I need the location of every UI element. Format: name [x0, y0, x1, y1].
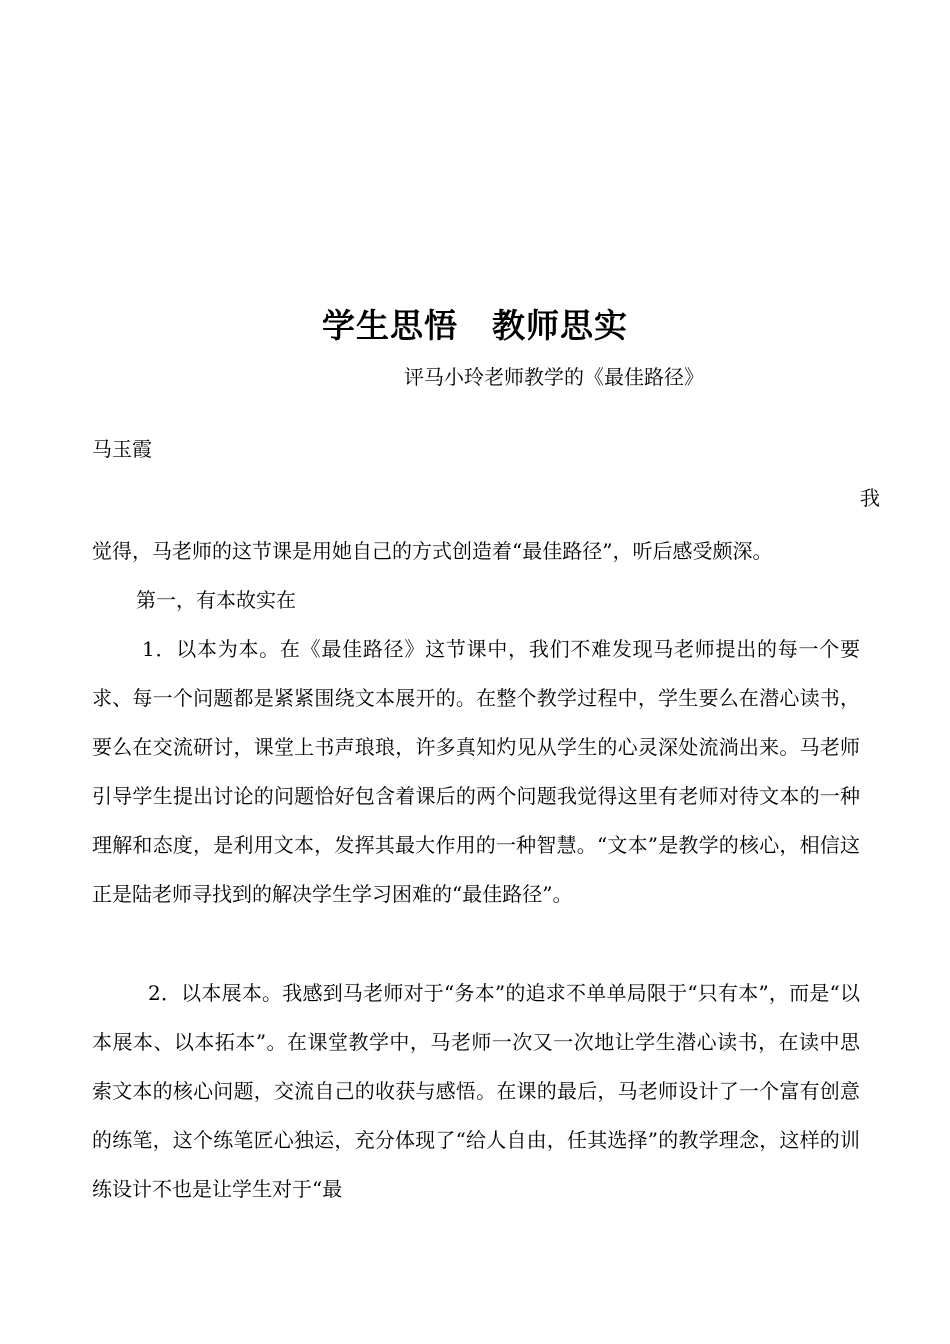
paragraph-1-text: 1．以本为本。在《最佳路径》这节课中，我们不难发现马老师提出的每一个要求、每一个问题都是紧紧围绕文本展开的。在整个教学过程中，学生要么在潜心读书，要么在交流研讨，课堂上书声琅琅，许多真知灼见从学生的心灵深处流淌出来。马老师引导学生提出讨论的问题恰好包含着课后的两个问题我觉得这里有老师对待文本的一种理解和态度，是利用文本，发挥其最大作用的一种智慧。“文本”是教学的核心，相信这正是陆老师寻找到的解决学生学习困难的“最佳路径”。 — [92, 637, 860, 906]
section-1-heading: 第一，有本故实在 — [136, 588, 296, 612]
paragraph-1 — [92, 625, 860, 919]
title-part-1: 学生思悟 — [322, 306, 458, 345]
document-subtitle: 评马小玲老师教学的《最佳路径》 — [404, 365, 704, 389]
paragraph-2-text: 2．以本展本。我感到马老师对于“务本”的追求不单单局限于“只有本”，而是“以本展本、以本拓本”。在课堂教学中，马老师一次又一次地让学生潜心读书，在读中思索文本的核心问题，交流自己的收获与感悟。在课的最后，马老师设计了一个富有创意的练笔，这个练笔匠心独运，充分体现了“给人自由，任其选择”的教学理念，这样的训练设计不也是让学生对于“最 — [92, 981, 860, 1201]
intro-text: 觉得，马老师的这节课是用她自己的方式创造着“最佳路径”，听后感受颇深。 — [92, 539, 773, 563]
intro-first-char: 我 — [860, 486, 880, 510]
title-part-2: 教师思实 — [492, 306, 628, 345]
intro-paragraph — [92, 527, 860, 576]
author-name: 马玉霞 — [92, 437, 152, 461]
document-title — [0, 300, 950, 352]
section-heading — [92, 576, 860, 625]
paragraph-2 — [92, 969, 860, 1214]
